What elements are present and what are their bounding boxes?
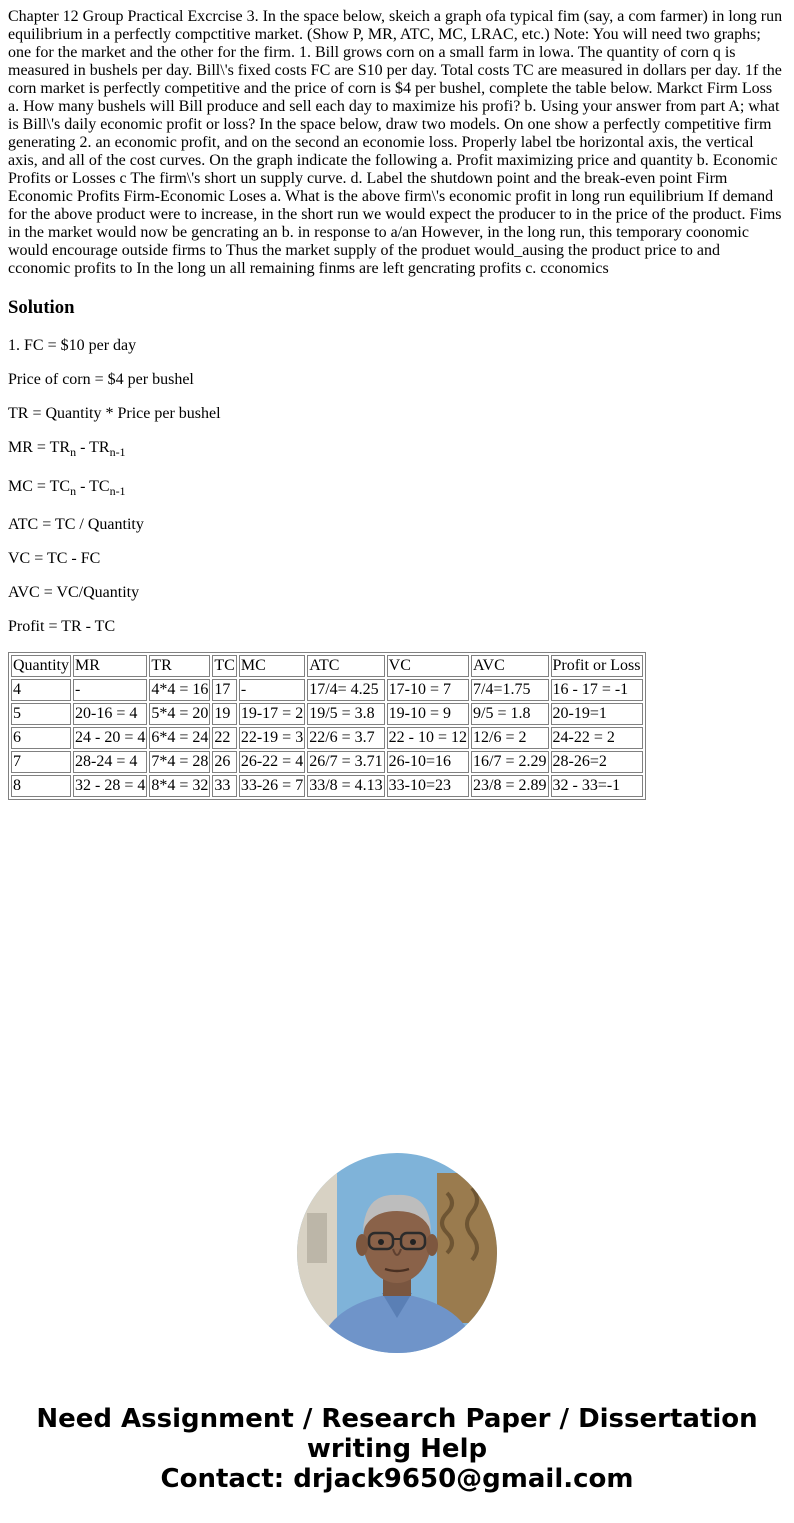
table-cell: 33-26 = 7 [239, 775, 305, 797]
table-cell: 19-10 = 9 [387, 703, 469, 725]
table-cell: 4*4 = 16 [149, 679, 210, 701]
table-cell: 20-19=1 [551, 703, 643, 725]
mc-formula-mid: - TC [76, 478, 110, 495]
header-avc: AVC [471, 655, 548, 677]
table-cell: 19 [212, 703, 236, 725]
mc-formula-sub-n: n [70, 484, 77, 498]
table-cell: 8 [11, 775, 71, 797]
header-quantity: Quantity [11, 655, 71, 677]
table-cell: 8*4 = 32 [149, 775, 210, 797]
table-cell: 26/7 = 3.71 [307, 751, 384, 773]
table-cell: 7/4=1.75 [471, 679, 548, 701]
table-cell: - [73, 679, 147, 701]
fixed-cost-line: 1. FC = $10 per day [8, 337, 137, 354]
table-cell: - [239, 679, 305, 701]
table-cell: 9/5 = 1.8 [471, 703, 548, 725]
author-portrait [297, 1153, 497, 1353]
mc-formula-sub-n-1: n-1 [109, 484, 126, 498]
header-atc: ATC [307, 655, 384, 677]
table-cell: 17/4= 4.25 [307, 679, 384, 701]
table-cell: 5 [11, 703, 71, 725]
table-cell: 4 [11, 679, 71, 701]
table-cell: 33-10=23 [387, 775, 469, 797]
table-cell: 7*4 = 28 [149, 751, 210, 773]
header-tr: TR [149, 655, 210, 677]
table-row [11, 703, 643, 725]
table-header-row [11, 655, 643, 677]
author-avatar [297, 1153, 497, 1353]
table-cell: 28-26=2 [551, 751, 643, 773]
mr-formula [8, 439, 126, 457]
table-cell: 24 - 20 = 4 [73, 727, 147, 749]
promo-line-1: Need Assignment / Research Paper / Dissertation [36, 1404, 758, 1434]
table-cell: 7 [11, 751, 71, 773]
table-row [11, 727, 643, 749]
table-cell: 23/8 = 2.89 [471, 775, 548, 797]
mr-formula-prefix: MR = TR [8, 439, 71, 456]
profit-formula: Profit = TR - TC [8, 618, 116, 635]
header-tc: TC [212, 655, 236, 677]
table-cell: 16 - 17 = -1 [551, 679, 643, 701]
table-cell: 5*4 = 20 [149, 703, 210, 725]
price-line: Price of corn = $4 per bushel [8, 371, 194, 388]
table-cell: 22 - 10 = 12 [387, 727, 469, 749]
question-text: Chapter 12 Group Practical Excrcise 3. In the space below, skeich a graph ofa typical fim (say, a com farmer) in long run equilibrium in a perfectly compctitive market. (Show P, MR, ATC, MC, LRAC, etc.) Note: You will need two graphs; one for the market and the other for the firm. 1. Bill grows corn on a small farm in lowa. The quantity of corn q is measured in bushels per day. Bill\'s fixed costs FC are S10 per day. Total costs TC are measured in dollars per day. 1f the corn market is perfectly competitive and the price of corn is $4 per bushel, complete the table below. Markct Firm Loss a. How many bushels will Bill produce and sell each day to maximize his profi? b. Using your answer from part A; what is Bill\'s daily economic profit or loss? In the space below, draw two models. On one show a perfectly competitive firm generating 2. an economic profit, and on the second an economie loss. Properly label tbe horizontal axis, the vertical axis, and all of the cost curves. On the graph indicate the following a. Profit maximizing price and quantity b. Economic Profits or Losses c The firm\'s short un supply curve. d. Label the shutdown point and the break-even point Firm Economic Profits Firm-Economic Loses a. What is the above firm\'s economic profit in long run equilibrium If demand for the above product were to increase, in the short run we would expect the producer to in the price of the product. Fims in the market would now be gencrating an b. in response to a/an However, in the long run, this temporary coonomic would encourage outside firms to Thus the market supply of the produet would_ausing the product price to and cconomic profits to In the long un all remaining finms are left gencrating profits c. cconomics [8, 8, 783, 277]
promo-banner [0, 1404, 794, 1494]
table-cell: 33/8 = 4.13 [307, 775, 384, 797]
table-cell: 24-22 = 2 [551, 727, 643, 749]
table-cell: 26-10=16 [387, 751, 469, 773]
table-cell: 22 [212, 727, 236, 749]
header-vc: VC [387, 655, 469, 677]
table-cell: 22-19 = 3 [239, 727, 305, 749]
table-cell: 17-10 = 7 [387, 679, 469, 701]
header-profit: Profit or Loss [551, 655, 643, 677]
table-cell: 33 [212, 775, 236, 797]
promo-line-2: writing Help [306, 1434, 488, 1464]
table-cell: 26 [212, 751, 236, 773]
cost-table [8, 652, 646, 800]
mc-formula-prefix: MC = TC [8, 478, 71, 495]
mr-formula-sub-n-1: n-1 [109, 445, 126, 459]
mr-formula-mid: - TR [76, 439, 110, 456]
mc-formula [8, 478, 126, 496]
table-cell: 22/6 = 3.7 [307, 727, 384, 749]
solution-heading: Solution [8, 297, 75, 318]
table-cell: 16/7 = 2.29 [471, 751, 548, 773]
table-cell: 6*4 = 24 [149, 727, 210, 749]
table-cell: 6 [11, 727, 71, 749]
table-row [11, 775, 643, 797]
table-row [11, 751, 643, 773]
table-cell: 26-22 = 4 [239, 751, 305, 773]
header-mr: MR [73, 655, 147, 677]
table-cell: 17 [212, 679, 236, 701]
promo-contact: Contact: drjack9650@gmail.com [160, 1464, 634, 1494]
table-row [11, 679, 643, 701]
vc-formula: VC = TC - FC [8, 550, 101, 567]
table-cell: 19/5 = 3.8 [307, 703, 384, 725]
table-cell: 12/6 = 2 [471, 727, 548, 749]
mr-formula-sub-n: n [70, 445, 77, 459]
header-mc: MC [239, 655, 305, 677]
table-cell: 19-17 = 2 [239, 703, 305, 725]
avc-formula: AVC = VC/Quantity [8, 584, 140, 601]
table-cell: 32 - 33=-1 [551, 775, 643, 797]
table-cell: 32 - 28 = 4 [73, 775, 147, 797]
tr-formula: TR = Quantity * Price per bushel [8, 405, 221, 422]
table-cell: 20-16 = 4 [73, 703, 147, 725]
atc-formula: ATC = TC / Quantity [8, 516, 144, 533]
table-cell: 28-24 = 4 [73, 751, 147, 773]
